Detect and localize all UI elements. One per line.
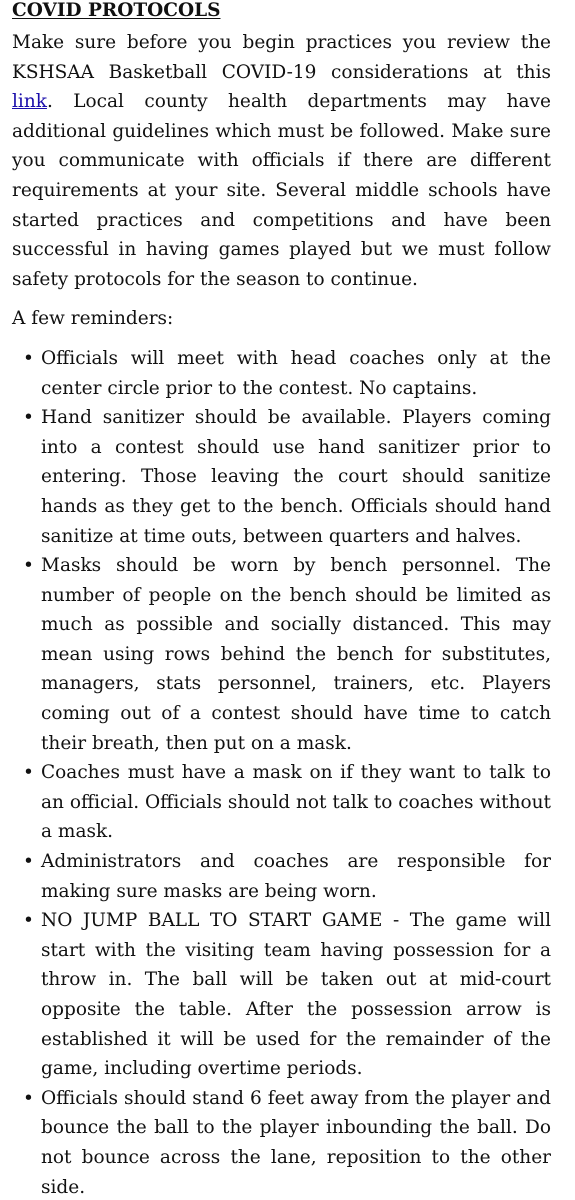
reminder-text: Officials should stand 6 feet away from the player and bounce the ball to the player inbounding the ball. Do not bounce across the lane, reposition to the other side.	[41, 1087, 551, 1198]
reminder-text: Officials will meet with head coaches only at the center circle prior to the contest. No captains.	[41, 347, 551, 399]
intro-paragraph	[12, 28, 551, 294]
reminder-text: Masks should be worn by bench personnel. The number of people on the bench should be limited as much as possible and socially distanced. This may mean using rows behind the bench for substitutes, managers, stats personnel, trainers, etc. Players coming out of a contest should have time to catch their breath, then put on a mask.	[41, 555, 551, 754]
reminders-list	[12, 344, 551, 1200]
bullet-icon: •	[23, 910, 34, 932]
intro-text-after-link: . Local county health departments may have additional guidelines which must be followed. Make sure you communicate with officials if there are different requirements at your site. Several middle schools have started practices and competitions and have been successful in having games played but we must follow safety protocols for the season to continue.	[12, 91, 551, 290]
bullet-icon: •	[23, 1087, 34, 1109]
reminder-item-2	[12, 403, 551, 551]
reminder-item-3	[12, 551, 551, 758]
reminders-label: A few reminders:	[12, 308, 174, 330]
reminder-text: NO JUMP BALL TO START GAME - The game will start with the visiting team having possession for a throw in. The ball will be taken out at mid-court opposite the table. After the possession arrow is established it will be used for the remainder of the game, including overtime periods.	[41, 910, 551, 1080]
reminder-item-7	[12, 1084, 551, 1200]
reminder-text: Coaches must have a mask on if they want to talk to an official. Officials should not talk to coaches without a mask.	[41, 762, 551, 843]
reminder-item-5	[12, 847, 551, 906]
intro-text-before-link: Make sure before you begin practices you review the KSHSAA Basketball COVID-19 considerations at this	[12, 32, 551, 83]
bullet-icon: •	[23, 347, 34, 369]
bullet-icon: •	[23, 851, 34, 873]
bullet-icon: •	[23, 762, 34, 784]
bullet-icon: •	[23, 555, 34, 577]
kshsaa-considerations-link[interactable]: link	[12, 91, 47, 113]
reminder-item-1	[12, 344, 551, 403]
reminder-text: Hand sanitizer should be available. Players coming into a contest should use hand sanitizer prior to entering. Those leaving the court should sanitize hands as they get to the bench. Officials should hand sanitize at time outs, between quarters and halves.	[41, 407, 551, 547]
reminder-item-6	[12, 906, 551, 1084]
section-heading: COVID PROTOCOLS	[12, 0, 221, 21]
bullet-icon: •	[23, 407, 34, 429]
reminder-text: Administrators and coaches are responsible for making sure masks are being worn.	[41, 851, 551, 902]
reminder-item-4	[12, 758, 551, 847]
